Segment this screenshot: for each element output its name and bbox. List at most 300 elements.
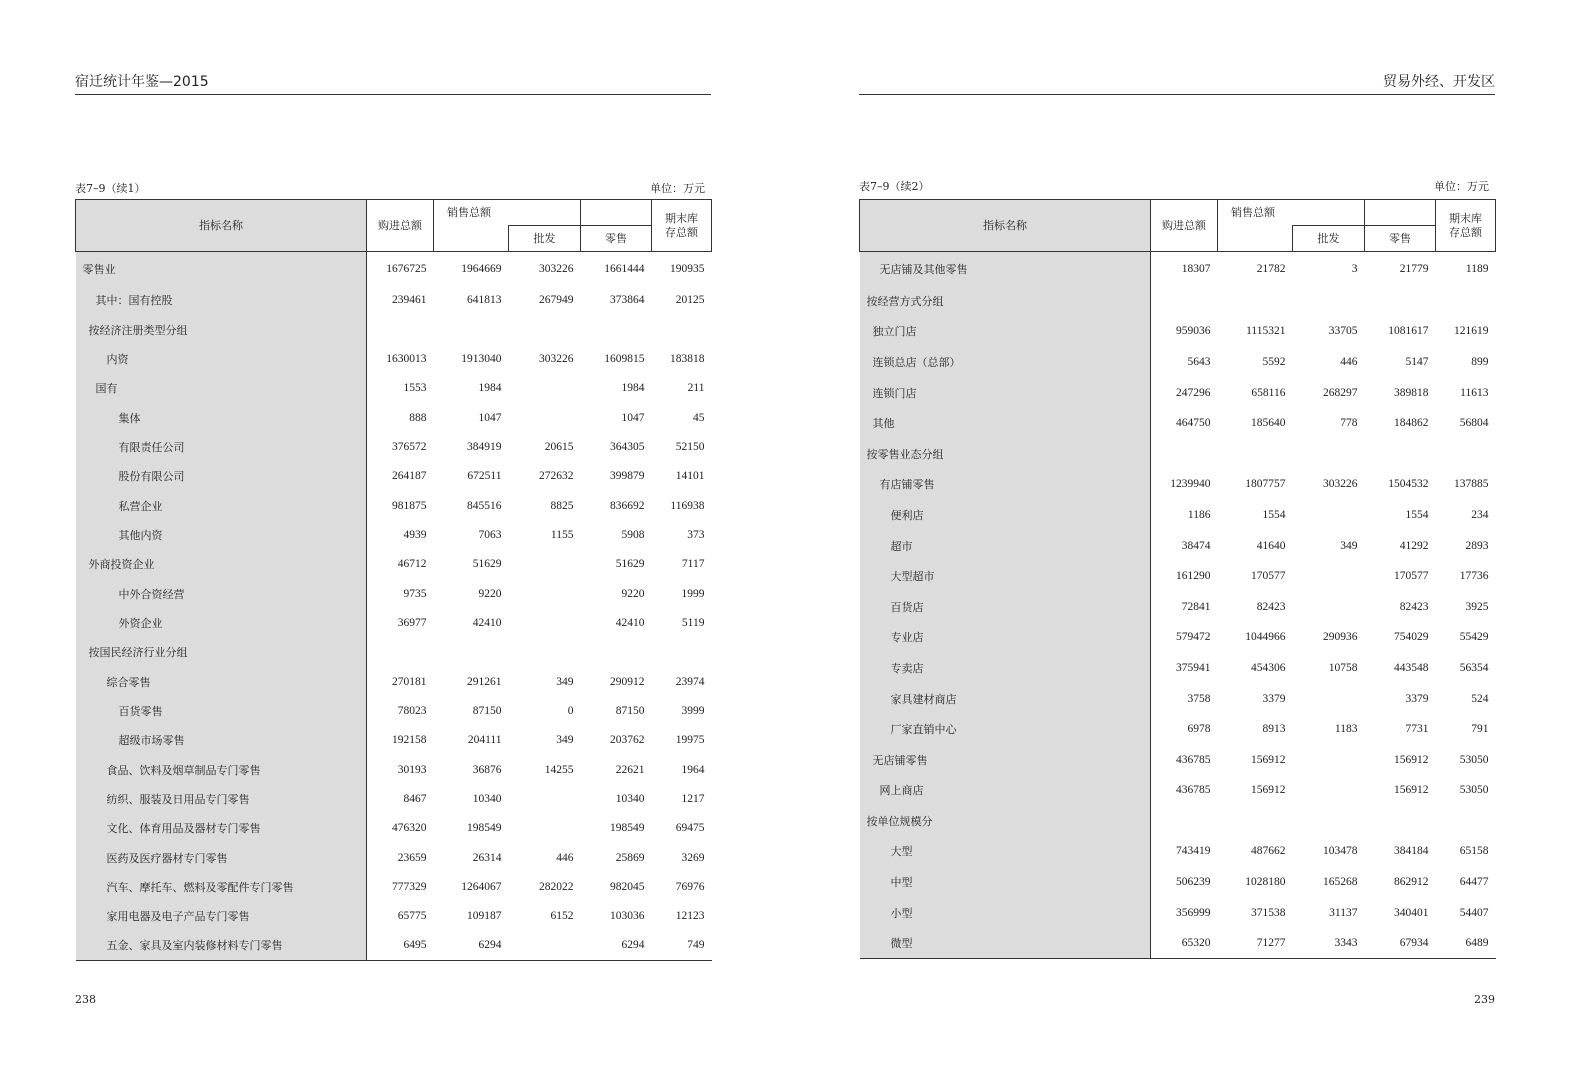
retail-value: 82423 xyxy=(1399,600,1429,613)
sales-value xyxy=(1218,286,1293,317)
inventory-value: 14101 xyxy=(675,470,705,483)
purchase-value xyxy=(1151,806,1218,837)
table-row xyxy=(860,377,1496,408)
inventory-value xyxy=(652,638,712,667)
sales-value: 204111 xyxy=(467,734,502,747)
inventory-value: 23974 xyxy=(675,675,705,688)
wholesale-value: 103478 xyxy=(1323,845,1358,858)
row-label: 专卖店 xyxy=(860,653,1151,684)
retail-value: 156912 xyxy=(1394,753,1429,766)
wholesale-value: 3343 xyxy=(1293,928,1365,959)
header-purchase-total: 购进总额 xyxy=(1151,200,1218,252)
purchase-value: 3758 xyxy=(1187,692,1211,705)
retail-value: 3379 xyxy=(1405,692,1429,705)
sales-value: 1807757 xyxy=(1245,478,1286,491)
table-row xyxy=(860,836,1496,867)
retail-value: 5908 xyxy=(621,528,645,541)
row-label: 网上商店 xyxy=(860,775,1151,806)
sales-value: 41640 xyxy=(1256,539,1286,552)
table-row xyxy=(76,696,712,725)
sales-value: 454306 xyxy=(1251,661,1286,674)
retail-value: 41292 xyxy=(1399,539,1429,552)
wholesale-value xyxy=(1293,591,1365,622)
inventory-value: 2893 xyxy=(1465,539,1489,552)
row-label: 厂家直销中心 xyxy=(860,714,1151,745)
retail-value: 7731 xyxy=(1405,723,1429,736)
wholesale-value: 272632 xyxy=(539,470,574,483)
table-caption-row xyxy=(75,181,711,197)
row-label: 按零售业态分组 xyxy=(860,438,1151,469)
table-row xyxy=(76,843,712,872)
retail-value: 836692 xyxy=(610,499,645,512)
retail-value: 203762 xyxy=(610,734,645,747)
retail-value: 6294 xyxy=(581,931,652,960)
sales-value: 170577 xyxy=(1251,570,1286,583)
wholesale-value: 446 xyxy=(556,851,574,864)
row-label: 连锁门店 xyxy=(860,377,1151,408)
row-label: 无店铺零售 xyxy=(860,744,1151,775)
retail-value: 384184 xyxy=(1394,845,1429,858)
table-row xyxy=(76,403,712,432)
sales-value: 1913040 xyxy=(461,352,502,365)
sales-value: 7063 xyxy=(478,528,502,541)
table-row xyxy=(76,755,712,784)
purchase-value: 264187 xyxy=(392,470,427,483)
purchase-value: 65775 xyxy=(397,910,427,923)
inventory-value: 1999 xyxy=(681,587,705,600)
purchase-value: 476320 xyxy=(392,822,427,835)
wholesale-value: 10758 xyxy=(1328,661,1358,674)
inventory-value: 19975 xyxy=(675,734,705,747)
retail-value: 156912 xyxy=(1394,784,1429,797)
row-label: 汽车、摩托车、燃料及零配件专门零售 xyxy=(76,872,367,901)
inventory-value xyxy=(652,315,712,344)
table-row xyxy=(76,286,712,315)
row-label: 五金、家具及室内装修材料专门零售 xyxy=(76,931,367,960)
table-row xyxy=(860,252,1496,286)
table-row xyxy=(860,622,1496,653)
row-label: 纺织、服装及日用品专门零售 xyxy=(76,784,367,813)
row-label: 家具建材商店 xyxy=(860,683,1151,714)
retail-value: 1081617 xyxy=(1388,325,1429,338)
sales-value xyxy=(1218,438,1293,469)
sales-value: 658116 xyxy=(1251,386,1286,399)
sales-value: 10340 xyxy=(472,793,502,806)
row-label: 中外合资经营 xyxy=(76,579,367,608)
inventory-value: 6489 xyxy=(1436,928,1496,959)
purchase-value: 270181 xyxy=(392,675,427,688)
inventory-value: 791 xyxy=(1471,723,1489,736)
purchase-value: 376572 xyxy=(392,440,427,453)
purchase-value: 6978 xyxy=(1187,723,1211,736)
row-label: 文化、体育用品及器材专门零售 xyxy=(76,814,367,843)
purchase-value: 23659 xyxy=(397,851,427,864)
purchase-value: 192158 xyxy=(392,734,427,747)
purchase-value: 436785 xyxy=(1176,784,1211,797)
table-row xyxy=(860,744,1496,775)
wholesale-value xyxy=(509,579,581,608)
retail-value: 1554 xyxy=(1405,508,1429,521)
sales-value: 371538 xyxy=(1251,906,1286,919)
wholesale-value: 8825 xyxy=(550,499,574,512)
row-label: 无店铺及其他零售 xyxy=(860,252,1151,286)
inventory-value: 54407 xyxy=(1459,906,1489,919)
purchase-value: 506239 xyxy=(1176,876,1211,889)
retail-value: 184862 xyxy=(1394,417,1429,430)
row-label: 集体 xyxy=(76,403,367,432)
retail-value: 1609815 xyxy=(604,352,645,365)
purchase-value: 9735 xyxy=(403,587,427,600)
inventory-value: 65158 xyxy=(1459,845,1489,858)
purchase-value: 18307 xyxy=(1181,262,1211,275)
wholesale-value: 303226 xyxy=(1323,478,1358,491)
purchase-value: 375941 xyxy=(1176,661,1211,674)
sales-value: 1044966 xyxy=(1245,631,1286,644)
inventory-value: 3999 xyxy=(681,704,705,717)
row-label: 外资企业 xyxy=(76,608,367,637)
inventory-value: 121619 xyxy=(1454,325,1489,338)
inventory-value: 3925 xyxy=(1465,600,1489,613)
retail-value: 340401 xyxy=(1394,906,1429,919)
table-row xyxy=(76,520,712,549)
row-label: 百货店 xyxy=(860,591,1151,622)
row-label: 按单位规模分 xyxy=(860,806,1151,837)
inventory-value xyxy=(1436,806,1496,837)
retail-value: 373864 xyxy=(610,294,645,307)
table-row xyxy=(860,408,1496,439)
header-indicator-name: 指标名称 xyxy=(76,200,367,252)
row-label: 其他内资 xyxy=(76,520,367,549)
retail-value: 290912 xyxy=(610,675,645,688)
sales-value: 71277 xyxy=(1218,928,1293,959)
sales-value: 1984 xyxy=(478,382,502,395)
table-row xyxy=(860,500,1496,531)
sales-value: 109187 xyxy=(467,910,502,923)
row-label: 家用电器及电子产品专门零售 xyxy=(76,902,367,931)
wholesale-value xyxy=(1293,806,1365,837)
wholesale-value xyxy=(1293,775,1365,806)
table-row xyxy=(860,347,1496,378)
row-label: 按经济注册类型分组 xyxy=(76,315,367,344)
sales-value xyxy=(434,638,509,667)
table-row xyxy=(76,432,712,461)
wholesale-value xyxy=(509,608,581,637)
table-row xyxy=(76,667,712,696)
sales-value: 185640 xyxy=(1251,417,1286,430)
inventory-value: 7117 xyxy=(681,558,705,571)
sales-value: 487662 xyxy=(1251,845,1286,858)
retail-value: 170577 xyxy=(1394,570,1429,583)
row-label: 综合零售 xyxy=(76,667,367,696)
sales-value: 51629 xyxy=(472,558,502,571)
purchase-value: 436785 xyxy=(1176,753,1211,766)
sales-value: 82423 xyxy=(1256,600,1286,613)
table-row xyxy=(76,344,712,373)
retail-value: 1504532 xyxy=(1388,478,1429,491)
sales-value: 384919 xyxy=(467,440,502,453)
wholesale-value: 349 xyxy=(556,734,574,747)
table-row xyxy=(860,561,1496,592)
retail-value: 25869 xyxy=(615,851,645,864)
purchase-value: 161290 xyxy=(1176,570,1211,583)
wholesale-value xyxy=(509,550,581,579)
inventory-value: 1189 xyxy=(1465,262,1489,275)
stat-table-left xyxy=(75,199,712,961)
retail-value: 364305 xyxy=(610,440,645,453)
inventory-value: 17736 xyxy=(1459,570,1489,583)
wholesale-value: 14255 xyxy=(544,763,574,776)
inventory-value: 53050 xyxy=(1459,784,1489,797)
purchase-value: 1676725 xyxy=(386,262,427,275)
table-row xyxy=(860,683,1496,714)
inventory-value: 45 xyxy=(693,411,705,424)
table-row xyxy=(76,579,712,608)
wholesale-value: 268297 xyxy=(1323,386,1358,399)
row-label: 其中：国有控股 xyxy=(76,286,367,315)
retail-value: 103036 xyxy=(610,910,645,923)
table-unit: 单位：万元 xyxy=(650,182,705,195)
row-label: 专业店 xyxy=(860,622,1151,653)
sales-value: 156912 xyxy=(1251,784,1286,797)
wholesale-value: 0 xyxy=(567,704,574,717)
row-label: 国有 xyxy=(76,374,367,403)
table-row xyxy=(76,252,712,286)
purchase-value: 8467 xyxy=(403,793,427,806)
header-retail: 零售 xyxy=(581,226,652,252)
table-row xyxy=(76,814,712,843)
purchase-value: 65320 xyxy=(1151,928,1218,959)
table-row xyxy=(860,286,1496,317)
inventory-value: 52150 xyxy=(675,440,705,453)
wholesale-value: 267949 xyxy=(539,294,574,307)
row-label: 零售业 xyxy=(76,252,367,286)
retail-value xyxy=(581,638,652,667)
header-purchase-total: 购进总额 xyxy=(367,200,434,252)
inventory-value: 64477 xyxy=(1459,876,1489,889)
sales-value: 1264067 xyxy=(461,881,502,894)
retail-value: 754029 xyxy=(1394,631,1429,644)
wholesale-value xyxy=(509,403,581,432)
wholesale-value: 303226 xyxy=(539,262,574,275)
wholesale-value: 6152 xyxy=(550,910,574,923)
purchase-value: 36977 xyxy=(397,616,427,629)
header-indicator-name: 指标名称 xyxy=(860,200,1151,252)
running-head-right xyxy=(859,72,1495,95)
table-row xyxy=(860,806,1496,837)
left-page xyxy=(75,0,711,1077)
inventory-value: 1217 xyxy=(681,793,705,806)
purchase-value: 1553 xyxy=(403,382,427,395)
sales-value: 26314 xyxy=(472,851,502,864)
table-row xyxy=(860,653,1496,684)
table-unit: 单位：万元 xyxy=(1434,180,1489,193)
table-row xyxy=(76,872,712,901)
retail-value: 982045 xyxy=(610,881,645,894)
wholesale-value: 349 xyxy=(1340,539,1358,552)
inventory-value: 56804 xyxy=(1459,417,1489,430)
sales-value: 9220 xyxy=(478,587,502,600)
page-number: 238 xyxy=(75,993,96,1006)
wholesale-value xyxy=(509,931,581,960)
header-wholesale: 批发 xyxy=(1293,226,1365,252)
purchase-value: 464750 xyxy=(1176,417,1211,430)
wholesale-value xyxy=(1293,561,1365,592)
table-row xyxy=(860,928,1496,959)
inventory-value: 11613 xyxy=(1460,386,1489,399)
sales-value: 36876 xyxy=(472,763,502,776)
purchase-value: 239461 xyxy=(392,294,427,307)
purchase-value: 981875 xyxy=(392,499,427,512)
wholesale-value: 165268 xyxy=(1323,876,1358,889)
table-row xyxy=(76,638,712,667)
row-label: 便利店 xyxy=(860,500,1151,531)
purchase-value: 46712 xyxy=(397,558,427,571)
purchase-value: 72841 xyxy=(1181,600,1211,613)
table-row xyxy=(860,530,1496,561)
retail-value: 389818 xyxy=(1394,386,1429,399)
sales-value: 845516 xyxy=(467,499,502,512)
row-label: 中型 xyxy=(860,867,1151,898)
purchase-value: 78023 xyxy=(397,704,427,717)
table-row xyxy=(76,374,712,403)
wholesale-value xyxy=(509,784,581,813)
retail-value xyxy=(581,315,652,344)
header-inventory: 期末库 存总额 xyxy=(1436,200,1496,252)
inventory-value: 211 xyxy=(687,382,705,395)
retail-value: 22621 xyxy=(615,763,645,776)
row-label: 外商投资企业 xyxy=(76,550,367,579)
inventory-value: 183818 xyxy=(670,352,705,365)
sales-value: 6294 xyxy=(434,931,509,960)
sales-value: 198549 xyxy=(467,822,502,835)
wholesale-value xyxy=(1293,286,1365,317)
sales-value: 1028180 xyxy=(1245,876,1286,889)
running-head-left xyxy=(75,72,711,95)
retail-value: 42410 xyxy=(615,616,645,629)
purchase-value: 959036 xyxy=(1176,325,1211,338)
inventory-value: 55429 xyxy=(1459,631,1489,644)
table-row xyxy=(860,714,1496,745)
purchase-value xyxy=(1151,438,1218,469)
row-label: 内资 xyxy=(76,344,367,373)
sales-value: 1047 xyxy=(478,411,502,424)
retail-value xyxy=(1365,286,1436,317)
sales-value: 156912 xyxy=(1251,753,1286,766)
table-row xyxy=(76,608,712,637)
row-label: 连锁总店（总部） xyxy=(860,347,1151,378)
purchase-value: 30193 xyxy=(397,763,427,776)
wholesale-value xyxy=(509,638,581,667)
row-label: 独立门店 xyxy=(860,316,1151,347)
inventory-value: 76976 xyxy=(675,881,705,894)
row-label: 食品、饮料及烟草制品专门零售 xyxy=(76,755,367,784)
sales-value: 3379 xyxy=(1262,692,1286,705)
row-label: 超市 xyxy=(860,530,1151,561)
table-row xyxy=(860,438,1496,469)
purchase-value: 1186 xyxy=(1187,508,1211,521)
row-label: 按国民经济行业分组 xyxy=(76,638,367,667)
wholesale-value: 33705 xyxy=(1328,325,1358,338)
wholesale-value: 3 xyxy=(1351,262,1358,275)
inventory-value: 5119 xyxy=(681,616,705,629)
row-label: 按经营方式分组 xyxy=(860,286,1151,317)
row-label: 私营企业 xyxy=(76,491,367,520)
purchase-value: 579472 xyxy=(1176,631,1211,644)
wholesale-value xyxy=(509,374,581,403)
row-label: 其他 xyxy=(860,408,1151,439)
table-row xyxy=(76,726,712,755)
wholesale-value: 303226 xyxy=(539,352,574,365)
sales-value: 672511 xyxy=(467,470,502,483)
retail-value: 67934 xyxy=(1365,928,1436,959)
purchase-value: 6495 xyxy=(367,931,434,960)
purchase-value: 1239940 xyxy=(1170,478,1211,491)
retail-value: 5147 xyxy=(1405,355,1429,368)
row-label: 有限责任公司 xyxy=(76,432,367,461)
purchase-value: 1630013 xyxy=(386,352,427,365)
inventory-value: 190935 xyxy=(670,262,705,275)
inventory-value: 12123 xyxy=(675,910,705,923)
inventory-value: 749 xyxy=(652,931,712,960)
table-caption: 表7–9（续1） xyxy=(75,182,146,195)
wholesale-value: 31137 xyxy=(1329,906,1358,919)
header-retail: 零售 xyxy=(1365,226,1436,252)
row-label: 大型 xyxy=(860,836,1151,867)
table-row xyxy=(76,902,712,931)
retail-value: 399879 xyxy=(610,470,645,483)
retail-value: 9220 xyxy=(621,587,645,600)
row-label: 百货零售 xyxy=(76,696,367,725)
purchase-value: 247296 xyxy=(1176,386,1211,399)
page-number: 239 xyxy=(1474,993,1495,1006)
table-row xyxy=(76,462,712,491)
inventory-value: 53050 xyxy=(1459,753,1489,766)
retail-value xyxy=(1365,438,1436,469)
sales-value: 1115321 xyxy=(1246,325,1286,338)
wholesale-value: 1155 xyxy=(550,528,574,541)
sales-value xyxy=(434,315,509,344)
row-label: 小型 xyxy=(860,897,1151,928)
header-inventory: 期末库 存总额 xyxy=(652,200,712,252)
table-row xyxy=(76,315,712,344)
wholesale-value: 1183 xyxy=(1334,723,1358,736)
retail-value: 21779 xyxy=(1399,262,1429,275)
table-row xyxy=(860,316,1496,347)
table-row xyxy=(76,931,712,960)
wholesale-value: 290936 xyxy=(1323,631,1358,644)
wholesale-value: 446 xyxy=(1340,355,1358,368)
header-sales-total: 销售总额 xyxy=(1218,200,1365,226)
wholesale-value: 282022 xyxy=(539,881,574,894)
retail-value: 51629 xyxy=(615,558,645,571)
purchase-value: 743419 xyxy=(1176,845,1211,858)
purchase-value: 356999 xyxy=(1176,906,1211,919)
retail-value: 1984 xyxy=(621,382,645,395)
wholesale-value: 349 xyxy=(556,675,574,688)
purchase-value xyxy=(367,638,434,667)
table-row xyxy=(860,469,1496,500)
wholesale-value xyxy=(1293,744,1365,775)
sales-value: 8913 xyxy=(1262,723,1286,736)
inventory-value xyxy=(1436,286,1496,317)
retail-value: 1661444 xyxy=(604,262,645,275)
retail-value: 87150 xyxy=(615,704,645,717)
header-sales-total: 销售总额 xyxy=(434,200,581,226)
row-label: 大型超市 xyxy=(860,561,1151,592)
purchase-value xyxy=(367,315,434,344)
purchase-value: 5643 xyxy=(1187,355,1211,368)
table-row xyxy=(76,550,712,579)
